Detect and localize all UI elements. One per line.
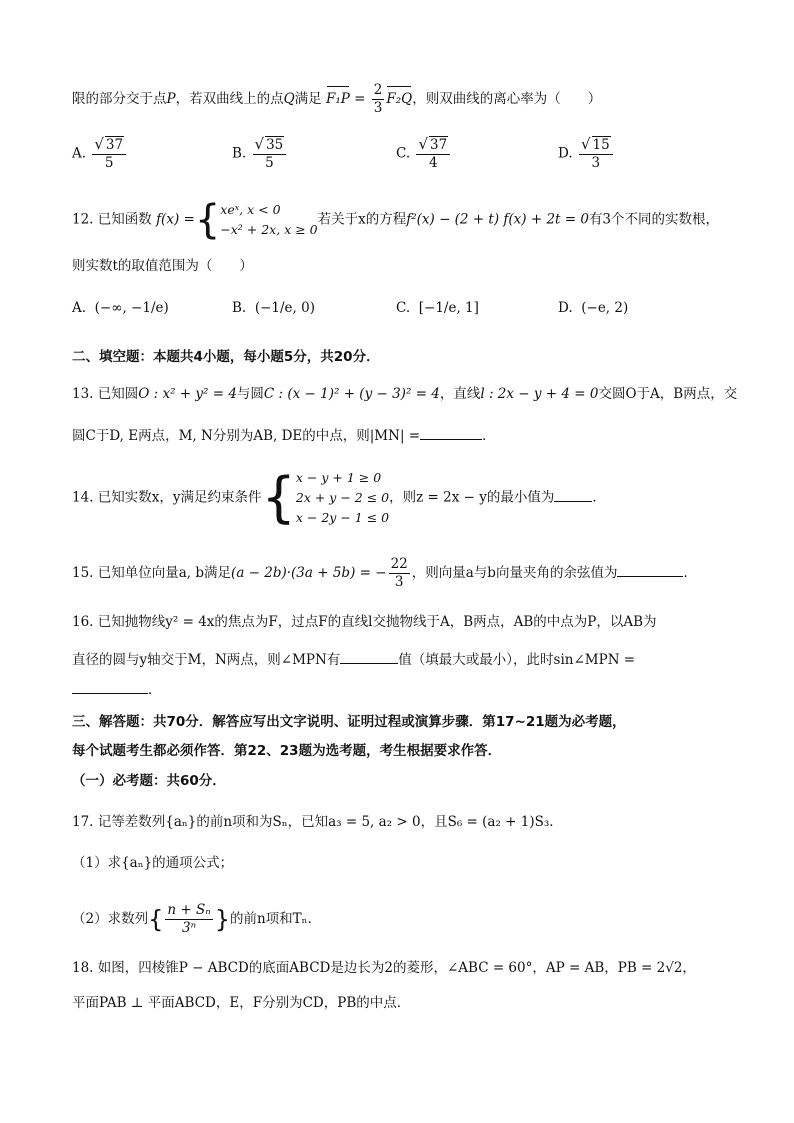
q12-equation: f²(x) − (2 + t) f(x) + 2t = 0 (406, 211, 589, 228)
q11-point-p: P (166, 91, 176, 107)
q12-number: 12. 已知函数 (72, 211, 152, 228)
q16-line-1: 16. 已知抛物线y² = 4x的焦点为F，过点F的直线l交抛物线于A，B两点，AB的中点为P，以AB为 (72, 614, 657, 630)
radicand: 15 (592, 137, 610, 153)
q17-part-2 (72, 902, 321, 937)
option-fraction: $\frac{√ 15}{3}$ (579, 136, 613, 172)
q12-option-c (396, 300, 479, 316)
q12-option-b (232, 300, 315, 316)
option-label: C. (396, 145, 411, 162)
q15-fraction (389, 556, 410, 591)
q11-option-c (396, 136, 452, 172)
q15-text-a: 15. 已知单位向量a, b满足 (72, 565, 232, 581)
option-label: A. (72, 300, 87, 316)
q11-frac-num: 2 (373, 82, 383, 98)
constraint-3: x − 2y − 1 ≤ 0 (295, 510, 390, 525)
q11-option-d (558, 136, 615, 172)
q15-period: ． (683, 565, 697, 581)
subsection-required: （一）必考题：共60分． (72, 773, 226, 789)
q13-circle-o: O : x² + y² = 4 (138, 386, 237, 402)
section-3-heading-line-1: 三、解答题：共70分．解答应写出文字说明、证明过程或演算步骤．第17~21题为必考题， (72, 714, 626, 730)
q13-line-l: l : 2x − y + 4 = 0 (480, 386, 599, 402)
q14-period: ． (592, 489, 606, 506)
denominator: 3 (591, 155, 601, 171)
q11-text-3: 满足 (294, 91, 322, 107)
q11-fraction (372, 82, 385, 117)
q13-text-b: 与圆 (236, 386, 264, 402)
q16-period: ． (148, 682, 162, 698)
constraint-1: x − y + 1 ≥ 0 (295, 470, 382, 485)
option-label: B. (232, 300, 247, 316)
q11-equals: = (349, 91, 370, 107)
q11-point-q: Q (283, 91, 295, 107)
q15-line (72, 556, 697, 591)
q12-line-2 (72, 256, 253, 276)
answer-blank[interactable] (340, 661, 398, 664)
q18-line-1: 18. 如图，四棱锥P − ABCD的底面ABCD是边长为2的菱形，∠ABC = 60°，AP = AB，PB = 2√2， (72, 960, 696, 976)
q17-part-1: （1）求{aₙ}的通项公式； (72, 855, 234, 871)
q13-line-1 (72, 384, 737, 404)
option-text: [−1/e, 1] (418, 300, 479, 316)
q13-text-d: 交圆O于A，B两点，交 (598, 386, 738, 402)
q11-vector-f1p: F₁P (325, 91, 350, 107)
denominator: 4 (429, 155, 438, 171)
option-fraction: $\frac{√ 37}{5}$ (92, 136, 126, 172)
q11-option-a (72, 136, 128, 172)
option-label: D. (558, 300, 573, 316)
q11-option-b (232, 136, 288, 172)
q15-text-b: ，则向量a与b向量夹角的余弦值为 (411, 565, 618, 581)
radicand: 37 (105, 137, 124, 153)
right-brace: } (214, 905, 230, 934)
case-1: xeˣ, x < 0 (220, 202, 281, 217)
q13-period: ． (482, 428, 496, 444)
case-2: −x² + 2x, x ≥ 0 (220, 222, 318, 237)
q11-stem-line (72, 82, 601, 117)
option-text: (−∞, −1/e) (94, 300, 169, 316)
q17-fraction (165, 902, 212, 937)
q13-line-2 (72, 426, 496, 446)
q18-line-2: 平面PAB ⊥ 平面ABCD，E，F分别为CD，PB的中点． (72, 995, 411, 1011)
section-3-heading-line-2: 每个试题考生都必须作答．第22、23题为选考题，考生根据要求作答． (72, 743, 502, 759)
q12-text-tail: 有3个不同的实数根， (588, 211, 720, 228)
q16-text-b: 值（填最大或最小），此时sin∠MPN = (398, 652, 636, 668)
option-label: B. (232, 145, 247, 162)
q15-expression: (a − 2b)·(3a + 5b) = − (231, 565, 387, 581)
q11-text-4: ，则双曲线的离心率为（ ） (412, 91, 602, 107)
answer-blank[interactable] (617, 574, 683, 577)
section-2-heading: 二、填空题：本题共4小题，每小题5分，共20分． (72, 349, 380, 365)
answer-blank[interactable] (72, 691, 148, 694)
option-fraction: $\frac{√ 35}{5}$ (253, 136, 287, 172)
q13-text-c: ，直线 (439, 386, 481, 402)
option-text: (−1/e, 0) (254, 300, 315, 316)
q17-frac-num: n + Sₙ (167, 902, 211, 918)
q14-line (72, 468, 606, 528)
q11-frac-den: 3 (373, 100, 383, 116)
denominator: 5 (104, 155, 114, 171)
q12-option-d (558, 300, 628, 316)
q17-line-1: 17. 记等差数列{aₙ}的前n项和为Sₙ，已知a₃ = 5, a₂ > 0，且S₆ = (a₂ + 1)S₃． (72, 814, 563, 830)
denominator: 5 (265, 155, 274, 171)
option-label: A. (72, 145, 87, 162)
q12-stem-line (72, 197, 720, 243)
constraint-system (296, 468, 389, 528)
q17-text-b: 的前n项和Tₙ． (229, 911, 322, 927)
q12-question: 则实数t的取值范围为（ ） (72, 258, 253, 274)
radicand: 37 (430, 137, 448, 153)
answer-blank[interactable] (420, 437, 482, 440)
q16-line-2 (72, 650, 635, 670)
q15-frac-den: 3 (394, 574, 404, 590)
q12-text-mid: 若关于x的方程 (317, 211, 407, 228)
option-label: D. (558, 145, 573, 162)
piecewise-cases (220, 200, 317, 240)
q11-vector-f2q: F₂Q (386, 91, 413, 107)
q14-text-b: ，则z = 2x − y的最小值为 (389, 489, 555, 506)
q11-text-1: 限的部分交于点 (72, 91, 167, 107)
q13-text-e: 圆C于D, E两点，M, N分别为AB, DE的中点，则|MN| = (72, 428, 421, 444)
option-fraction: $\frac{√ 37}{4}$ (416, 136, 450, 172)
piecewise-brace: { (194, 197, 221, 243)
left-brace: { (148, 905, 164, 934)
answer-blank[interactable] (554, 499, 592, 502)
option-text: (−e, 2) (581, 300, 629, 316)
constraint-2: 2x + y − 2 ≤ 0 (295, 490, 390, 505)
q11-text-2: ，若双曲线上的点 (175, 91, 284, 107)
radicand: 35 (266, 137, 284, 153)
q16-line-3 (72, 680, 162, 700)
q13-text-a: 13. 已知圆 (72, 386, 139, 402)
q12-function-name: f(x) = (156, 211, 195, 228)
q12-option-a (72, 300, 169, 316)
q17-frac-den: 3ⁿ (182, 920, 197, 936)
q15-frac-num: 22 (390, 556, 408, 572)
option-label: C. (396, 300, 411, 316)
constraint-brace: { (261, 466, 296, 529)
q16-text-a: 直径的圆与y轴交于M，N两点，则∠MPN有 (72, 652, 341, 668)
q13-circle-c: C : (x − 1)² + (y − 3)² = 4 (263, 386, 440, 402)
q17-text-a: （2）求数列 (72, 911, 149, 927)
q14-text-a: 14. 已知实数x，y满足约束条件 (72, 489, 262, 506)
